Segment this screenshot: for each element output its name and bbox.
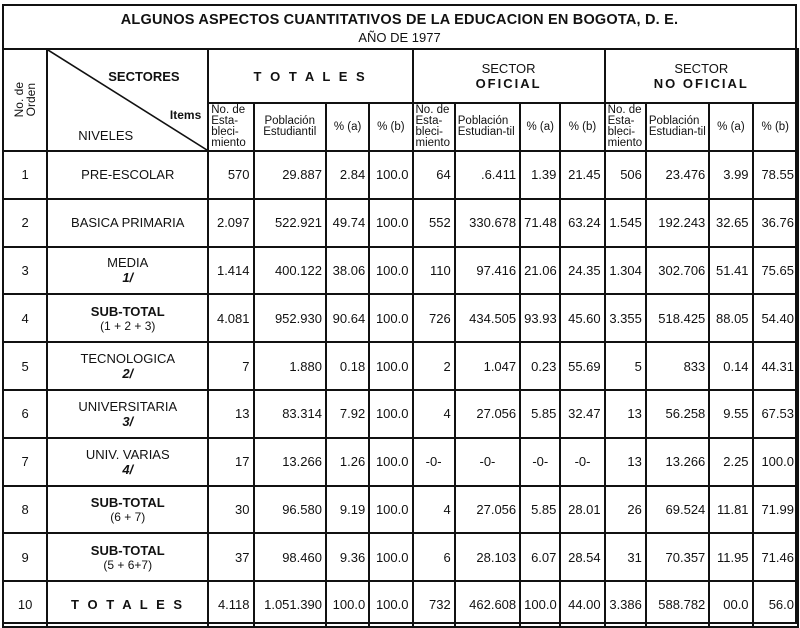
totales-poblacion-cell: 29.887	[254, 151, 326, 199]
totales-pct-a-cell: 100.0	[326, 581, 369, 627]
oficial-pct-b-cell: 63.24	[560, 199, 604, 247]
nooficial-pct-b-cell: 54.40	[753, 294, 798, 342]
totales-pct-a-cell: 7.92	[326, 390, 369, 438]
oficial-pct-a-cell: 71.48	[520, 199, 560, 247]
totales-pct-b-cell: 100.0	[369, 199, 412, 247]
sector-nooficial-top: SECTOR	[674, 61, 729, 76]
sector-oficial-top: SECTOR	[481, 61, 536, 76]
nivel-label: PRE-ESCOLAR	[81, 167, 175, 183]
oficial-poblacion-cell: .6.411	[455, 151, 520, 199]
row-number: 3	[3, 247, 47, 295]
oficial-pct-b-cell: -0-	[560, 438, 604, 486]
row-number: 9	[3, 533, 47, 581]
totales-establecimientos-cell: 570	[208, 151, 253, 199]
nooficial-pct-a-cell: 0.14	[709, 342, 752, 390]
nooficial-pct-b-cell: 71.46	[753, 533, 798, 581]
row-number: 5	[3, 342, 47, 390]
row-number: 7	[3, 438, 47, 486]
row-number: 1	[3, 151, 47, 199]
nivel-cell	[47, 247, 208, 295]
totales-pct-a-cell: 9.36	[326, 533, 369, 581]
totales-establecimientos-cell: 30	[208, 486, 253, 534]
col-oficial-pct-b: % (b)	[560, 103, 604, 151]
nivel-cell	[47, 533, 208, 581]
nooficial-poblacion-cell: 70.357	[646, 533, 709, 581]
oficial-poblacion-cell: 27.056	[455, 390, 520, 438]
subtotal-formula: (1 + 2 + 3)	[100, 318, 156, 333]
col-oficial-establecimiento: No. de Esta-bleci-miento	[413, 103, 455, 151]
oficial-pct-b-cell: 32.47	[560, 390, 604, 438]
nivel-label: SUB-TOTAL	[90, 303, 165, 319]
col-totales-pct-b: % (b)	[369, 103, 412, 151]
oficial-poblacion-cell: 462.608	[455, 581, 520, 627]
footnote-marker: 4/	[122, 461, 134, 477]
totales-pct-a-cell: 90.64	[326, 294, 369, 342]
header-sector-oficial	[413, 49, 605, 103]
oficial-pct-b-cell: 24.35	[560, 247, 604, 295]
totales-poblacion-cell: 83.314	[254, 390, 326, 438]
totales-establecimientos-cell: 4.081	[208, 294, 253, 342]
nooficial-pct-b-cell: 78.55	[753, 151, 798, 199]
oficial-pct-a-cell: -0-	[520, 438, 560, 486]
subtotal-formula: (5 + 6+7)	[103, 557, 153, 572]
totales-establecimientos-cell: 2.097	[208, 199, 253, 247]
subtotal-formula: (6 + 7)	[110, 509, 146, 524]
nivel-cell	[47, 342, 208, 390]
nooficial-poblacion-cell: 23.476	[646, 151, 709, 199]
sector-nooficial-bottom: NO OFICIAL	[653, 76, 749, 91]
row-number: 2	[3, 199, 47, 247]
nooficial-establecimientos-cell: 31	[605, 533, 646, 581]
nooficial-poblacion-cell: 13.266	[646, 438, 709, 486]
nooficial-poblacion-cell: 56.258	[646, 390, 709, 438]
nivel-label: MEDIA	[107, 255, 149, 271]
nooficial-pct-b-cell: 44.31	[753, 342, 798, 390]
nooficial-pct-b-cell: 67.53	[753, 390, 798, 438]
nooficial-establecimientos-cell: 3.386	[605, 581, 646, 627]
oficial-establecimientos-cell: -0-	[413, 438, 455, 486]
totales-pct-a-cell: 49.74	[326, 199, 369, 247]
nivel-cell	[47, 294, 208, 342]
totales-establecimientos-cell: 37	[208, 533, 253, 581]
document-subtitle: AÑO DE 1977	[358, 30, 441, 45]
oficial-establecimientos-cell: 726	[413, 294, 455, 342]
nivel-label: BASICA PRIMARIA	[71, 215, 185, 231]
col-oficial-poblacion: Población Estudian-til	[455, 103, 520, 151]
nooficial-establecimientos-cell: 26	[605, 486, 646, 534]
nooficial-pct-b-cell: 71.99	[753, 486, 798, 534]
col-nooficial-poblacion: Población Estudian-til	[646, 103, 709, 151]
items-label: Items	[169, 108, 202, 122]
oficial-establecimientos-cell: 64	[413, 151, 455, 199]
nivel-label: SUB-TOTAL	[90, 494, 165, 510]
col-nooficial-pct-b: % (b)	[753, 103, 798, 151]
nooficial-poblacion-cell: 302.706	[646, 247, 709, 295]
oficial-poblacion-cell: 27.056	[455, 486, 520, 534]
totales-establecimientos-cell: 13	[208, 390, 253, 438]
nooficial-poblacion-cell: 833	[646, 342, 709, 390]
nooficial-poblacion-cell: 588.782	[646, 581, 709, 627]
nooficial-pct-a-cell: 9.55	[709, 390, 752, 438]
totales-poblacion-cell: 98.460	[254, 533, 326, 581]
header-totales	[208, 49, 412, 103]
oficial-pct-b-cell: 21.45	[560, 151, 604, 199]
oficial-pct-a-cell: 5.85	[520, 486, 560, 534]
nooficial-poblacion-cell: 192.243	[646, 199, 709, 247]
nooficial-pct-b-cell: 56.0	[753, 581, 798, 627]
oficial-pct-a-cell: 0.23	[520, 342, 560, 390]
oficial-establecimientos-cell: 110	[413, 247, 455, 295]
totales-poblacion-cell: 522.921	[254, 199, 326, 247]
totales-group-label: T O T A L E S	[253, 68, 368, 84]
oficial-establecimientos-cell: 6	[413, 533, 455, 581]
row-number: 4	[3, 294, 47, 342]
header-sector-no-oficial	[605, 49, 798, 103]
col-nooficial-establecimiento: No. de Esta-bleci-miento	[605, 103, 646, 151]
totales-pct-a-cell: 2.84	[326, 151, 369, 199]
nooficial-pct-a-cell: 51.41	[709, 247, 752, 295]
oficial-establecimientos-cell: 2	[413, 342, 455, 390]
nooficial-establecimientos-cell: 13	[605, 438, 646, 486]
header-sectores-niveles	[47, 49, 208, 151]
totales-pct-b-cell: 100.0	[369, 438, 412, 486]
document-title: ALGUNOS ASPECTOS CUANTITATIVOS DE LA EDUCACION EN BOGOTA, D. E.	[120, 12, 679, 28]
nooficial-poblacion-cell: 69.524	[646, 486, 709, 534]
nooficial-establecimientos-cell: 1.304	[605, 247, 646, 295]
nivel-label: TECNOLOGICA	[80, 351, 176, 367]
sector-oficial-bottom: OFICIAL	[475, 76, 542, 91]
no-orden-label: No. de Orden	[12, 82, 39, 118]
nivel-label: UNIVERSITARIA	[78, 398, 178, 414]
table-body	[3, 151, 798, 627]
oficial-poblacion-cell: 1.047	[455, 342, 520, 390]
document-page	[2, 4, 797, 624]
totales-poblacion-cell: 952.930	[254, 294, 326, 342]
totales-pct-a-cell: 0.18	[326, 342, 369, 390]
oficial-pct-b-cell: 28.54	[560, 533, 604, 581]
nooficial-establecimientos-cell: 5	[605, 342, 646, 390]
nivel-label: UNIV. VARIAS	[85, 446, 170, 462]
table-row	[3, 199, 798, 247]
nooficial-pct-a-cell: 88.05	[709, 294, 752, 342]
row-number: 10	[3, 581, 47, 627]
sectores-label: SECTORES	[108, 69, 180, 84]
nooficial-pct-b-cell: 100.0	[753, 438, 798, 486]
oficial-poblacion-cell: -0-	[455, 438, 520, 486]
nooficial-establecimientos-cell: 13	[605, 390, 646, 438]
col-totales-pct-a: % (a)	[326, 103, 369, 151]
table-row	[3, 342, 798, 390]
nooficial-pct-a-cell: 3.99	[709, 151, 752, 199]
nooficial-pct-a-cell: 00.0	[709, 581, 752, 627]
oficial-pct-b-cell: 44.00	[560, 581, 604, 627]
totales-pct-b-cell: 100.0	[369, 486, 412, 534]
nivel-label: SUB-TOTAL	[90, 542, 165, 558]
footnote-marker: 1/	[122, 270, 134, 286]
nooficial-pct-b-cell: 75.65	[753, 247, 798, 295]
nooficial-establecimientos-cell: 3.355	[605, 294, 646, 342]
table-row	[3, 247, 798, 295]
nooficial-pct-a-cell: 32.65	[709, 199, 752, 247]
totales-pct-b-cell: 100.0	[369, 390, 412, 438]
nivel-label: T O T A L E S	[70, 596, 185, 612]
oficial-poblacion-cell: 434.505	[455, 294, 520, 342]
oficial-pct-a-cell: 6.07	[520, 533, 560, 581]
table-row	[3, 294, 798, 342]
table-row	[3, 390, 798, 438]
row-number: 6	[3, 390, 47, 438]
table-row	[3, 581, 798, 627]
totales-establecimientos-cell: 4.118	[208, 581, 253, 627]
oficial-pct-b-cell: 28.01	[560, 486, 604, 534]
nooficial-pct-a-cell: 2.25	[709, 438, 752, 486]
col-totales-poblacion: Población Estudiantil	[254, 103, 326, 151]
oficial-pct-b-cell: 45.60	[560, 294, 604, 342]
totales-establecimientos-cell: 7	[208, 342, 253, 390]
totales-pct-b-cell: 100.0	[369, 247, 412, 295]
oficial-pct-a-cell: 21.06	[520, 247, 560, 295]
oficial-pct-a-cell: 93.93	[520, 294, 560, 342]
education-table	[2, 48, 799, 628]
nivel-cell	[47, 581, 208, 627]
totales-pct-b-cell: 100.0	[369, 294, 412, 342]
table-row	[3, 151, 798, 199]
table-row	[3, 438, 798, 486]
totales-establecimientos-cell: 17	[208, 438, 253, 486]
totales-poblacion-cell: 96.580	[254, 486, 326, 534]
col-oficial-pct-a: % (a)	[520, 103, 560, 151]
col-totales-establecimiento: No. de Esta-bleci-miento	[208, 103, 253, 151]
totales-poblacion-cell: 13.266	[254, 438, 326, 486]
totales-pct-b-cell: 100.0	[369, 581, 412, 627]
oficial-poblacion-cell: 28.103	[455, 533, 520, 581]
header-no-orden	[3, 49, 47, 151]
totales-poblacion-cell: 400.122	[254, 247, 326, 295]
nivel-cell	[47, 151, 208, 199]
oficial-establecimientos-cell: 552	[413, 199, 455, 247]
oficial-pct-b-cell: 55.69	[560, 342, 604, 390]
nivel-cell	[47, 199, 208, 247]
totales-poblacion-cell: 1.051.390	[254, 581, 326, 627]
totales-establecimientos-cell: 1.414	[208, 247, 253, 295]
col-nooficial-pct-a: % (a)	[709, 103, 752, 151]
oficial-establecimientos-cell: 4	[413, 486, 455, 534]
nivel-cell	[47, 390, 208, 438]
table-row	[3, 533, 798, 581]
oficial-poblacion-cell: 97.416	[455, 247, 520, 295]
oficial-pct-a-cell: 100.0	[520, 581, 560, 627]
nooficial-pct-b-cell: 36.76	[753, 199, 798, 247]
oficial-establecimientos-cell: 732	[413, 581, 455, 627]
table-row	[3, 486, 798, 534]
oficial-establecimientos-cell: 4	[413, 390, 455, 438]
oficial-poblacion-cell: 330.678	[455, 199, 520, 247]
nooficial-establecimientos-cell: 1.545	[605, 199, 646, 247]
footnote-marker: 3/	[122, 413, 134, 429]
oficial-pct-a-cell: 5.85	[520, 390, 560, 438]
nivel-cell	[47, 438, 208, 486]
totales-pct-a-cell: 9.19	[326, 486, 369, 534]
totales-pct-a-cell: 38.06	[326, 247, 369, 295]
totales-pct-b-cell: 100.0	[369, 151, 412, 199]
nivel-cell	[47, 486, 208, 534]
nooficial-poblacion-cell: 518.425	[646, 294, 709, 342]
totales-pct-b-cell: 100.0	[369, 533, 412, 581]
oficial-pct-a-cell: 1.39	[520, 151, 560, 199]
row-number: 8	[3, 486, 47, 534]
totales-pct-a-cell: 1.26	[326, 438, 369, 486]
footnote-marker: 2/	[122, 366, 134, 382]
totales-poblacion-cell: 1.880	[254, 342, 326, 390]
totales-pct-b-cell: 100.0	[369, 342, 412, 390]
nooficial-establecimientos-cell: 506	[605, 151, 646, 199]
nooficial-pct-a-cell: 11.81	[709, 486, 752, 534]
niveles-label: NIVELES	[78, 128, 134, 143]
nooficial-pct-a-cell: 11.95	[709, 533, 752, 581]
